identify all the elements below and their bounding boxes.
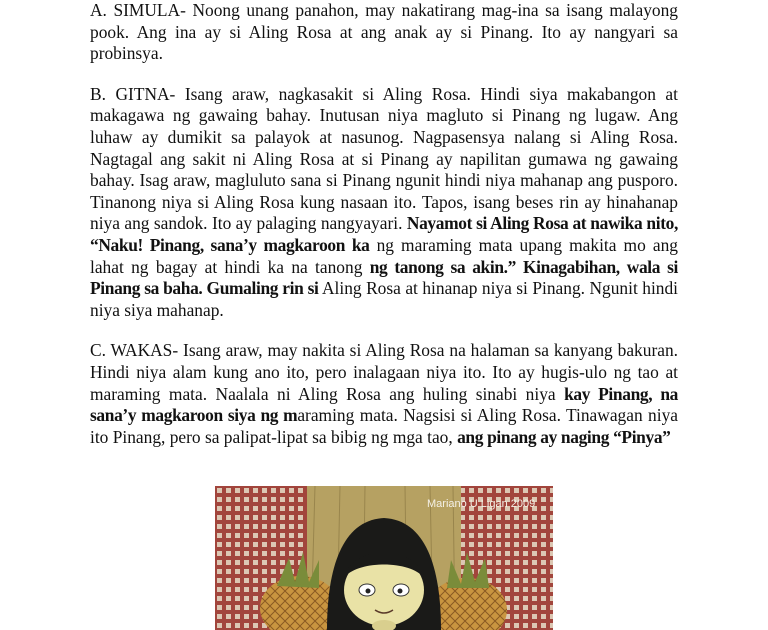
paragraph-wakas <box>90 340 678 448</box>
wakas-bold-segment: kay Pinang, na sana’y magkaroon siya ng m <box>90 383 678 426</box>
wakas-bold-line: ang pinang ay naging “Pinya” <box>457 426 671 447</box>
gitna-line: ng maraming mata upang makita mo ang lahat ng bagay at hindi ka na tanong <box>90 234 678 277</box>
wakas-text: C. WAKAS- Isang araw, may nakita si Aling Rosa na halaman sa kanyang bakuran. Hindi niya alam kung ano ito, pero inalagaan niya ito. Ito ay hugis-ulo ng tao at maraming mata. Naalala ni Aling Rosa ang huling sinabi niya <box>90 340 678 404</box>
pinya-illustration <box>215 486 553 630</box>
gitna-last-line: Aling Rosa at hinanap niya si Pinang. Ngunit hindi niya siya mahanap. <box>90 278 679 320</box>
illustration-watermark: Mariano U Ligan 2009 <box>427 498 536 510</box>
gitna-bold-line-2: ng tanong sa akin.” Kinagabihan, wala si Pinang sa baha. Gumaling rin si <box>90 256 678 299</box>
gitna-bold-line-1: Nayamot si Aling Rosa at nawika nito, “Naku! Pinang, sana’y magkaroon ka <box>90 213 678 255</box>
wakas-text-2: araming mata. Nagsisi si Aling Rosa. Tinawagan niya ito Pinang, pero sa palipat-lipat sa bibig ng mga tao, <box>90 405 678 447</box>
paragraph-simula <box>90 0 678 65</box>
gitna-text: B. GITNA- Isang araw, nagkasakit si Aling Rosa. Hindi siya makabangon at makagawa ng gawaing bahay. Inutusan niya magluto si Pinang ng lugaw. Ang luhaw ay dumikit sa palayok at nasunog. Nagpasensya nalang si Aling Rosa. Nagtagal ang sakit ni Aling Rosa at si Pinang ay napilitan gumawa ng gawaing bahay. Isag araw, magluluto sana si Pinang ngunit hindi niya mahanap ang pusporo. Tinanong niya si Aling Rosa kung nasaan ito. Tapos, isang beses rin ay hinahanap niya ang sandok. Ito ay palaging nangyayari. <box>90 83 678 234</box>
paragraph-gitna <box>90 84 678 322</box>
illustration-svg <box>215 486 553 630</box>
story-text <box>90 0 678 448</box>
simula-text: A. SIMULA- Noong unang panahon, may nakatirang mag-ina sa isang malayong pook. Ang ina ay si Aling Rosa at ang anak ay si Pinang. Ito ay nangyari sa probinsya. <box>90 0 678 64</box>
